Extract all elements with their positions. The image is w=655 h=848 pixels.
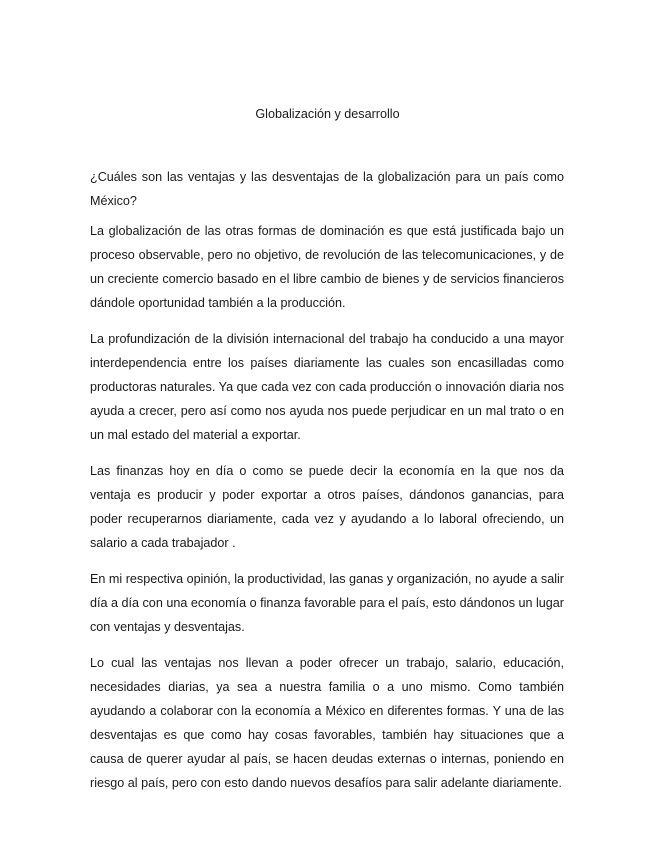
body-paragraph: Las finanzas hoy en día o como se puede decir la economía en la que nos da ventaja es producir y poder exportar a otros países, dándonos ganancias, para poder recuperarnos diariamente, cada vez y ayudando a lo laboral ofreciendo, un salario a cada trabajador .	[90, 464, 564, 550]
body-paragraph: La profundización de la división internacional del trabajo ha conducido a una mayor interdependencia entre los países diariamente las cuales son encasilladas como productoras naturales. Ya que cada vez con cada producción o innovación diaria nos ayuda a crecer, pero así como nos ayuda nos puede perjudicar en un mal trato o en un mal estado del material a exportar.	[90, 332, 564, 442]
document-title: Globalización y desarrollo	[255, 107, 400, 121]
question-paragraph: ¿Cuáles son las ventajas y las desventajas de la globalización para un país como México?	[90, 170, 564, 208]
document-body	[90, 165, 564, 807]
body-paragraph: Lo cual las ventajas nos llevan a poder ofrecer un trabajo, salario, educación, necesidades diarias, ya sea a nuestra familia o a uno mismo. Como también ayudando a colaborar con la economía a México en diferentes formas. Y una de las desventajas es que como hay cosas favorables, también hay situaciones que a causa de querer ayudar al país, se hacen deudas externas o internas, poniendo en riesgo al país, pero con esto dando nuevos desafíos para salir adelante diariamente.	[90, 656, 564, 790]
body-paragraph: En mi respectiva opinión, la productividad, las ganas y organización, no ayude a salir día a día con una economía o finanza favorable para el país, esto dándonos un lugar con ventajas y desventajas.	[90, 572, 564, 634]
body-paragraph: La globalización de las otras formas de dominación es que está justificada bajo un proceso observable, pero no objetivo, de revolución de las telecomunicaciones, y de un creciente comercio basado en el libre cambio de bienes y de servicios financieros dándole oportunidad también a la producción.	[90, 224, 564, 310]
